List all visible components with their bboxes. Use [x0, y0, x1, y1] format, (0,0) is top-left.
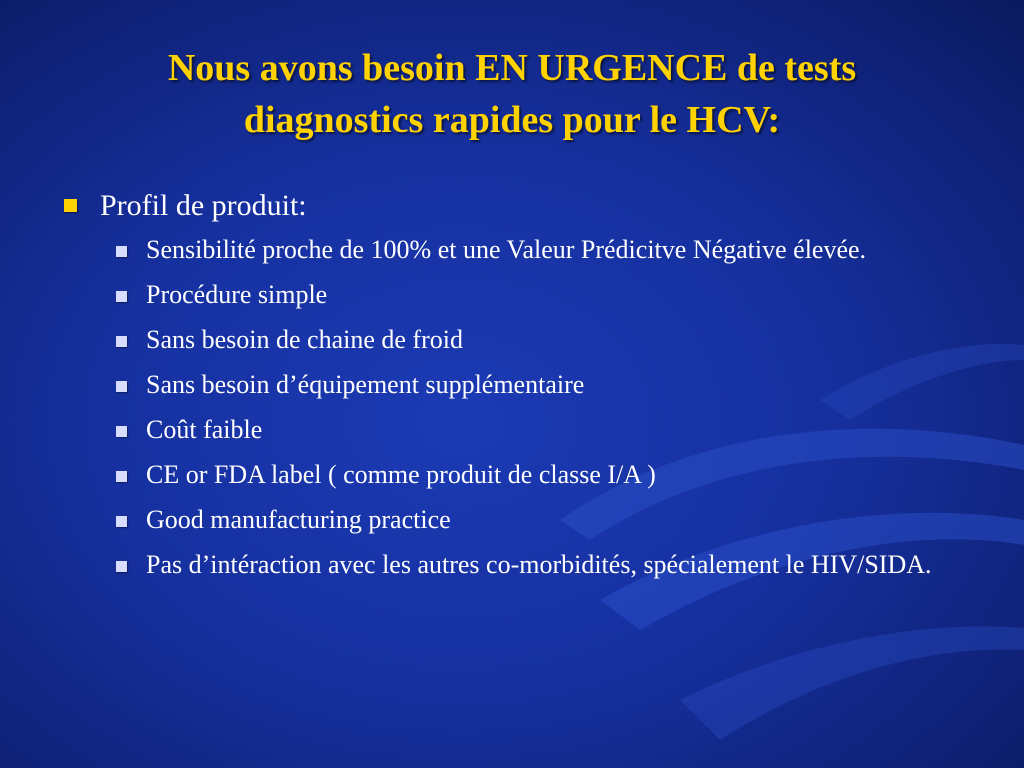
slide-title [40, 42, 984, 146]
square-bullet-icon [116, 381, 127, 392]
square-bullet-icon [116, 246, 127, 257]
sub-bullet-item [116, 367, 974, 403]
square-bullet-icon [64, 199, 77, 212]
sub-bullet-item [116, 412, 974, 448]
sub-bullet-text: CE or FDA label ( comme produit de classe I/A ) [146, 460, 656, 489]
sub-bullet-item [116, 277, 974, 313]
sub-bullet-text: Sensibilité proche de 100% et une Valeur Prédicitve Négative élevée. [146, 235, 867, 264]
sub-bullet-item [116, 502, 974, 538]
sub-bullet-list [64, 232, 974, 583]
bullet-level1-text: Profil de produit: [100, 189, 307, 222]
sub-bullet-item [116, 457, 974, 493]
sub-bullet-text: Sans besoin d’équipement supplémentaire [146, 370, 585, 399]
square-bullet-icon [116, 291, 127, 302]
square-bullet-icon [116, 471, 127, 482]
sub-bullet-item [116, 547, 974, 583]
bullet-level1-item [64, 186, 974, 226]
square-bullet-icon [116, 426, 127, 437]
sub-bullet-text: Procédure simple [146, 280, 328, 309]
square-bullet-icon [116, 516, 127, 527]
square-bullet-icon [116, 336, 127, 347]
sub-bullet-text: Sans besoin de chaine de froid [146, 325, 463, 354]
sub-bullet-text: Pas d’intéraction avec les autres co-morbidités, spécialement le HIV/SIDA. [146, 550, 932, 579]
slide-title-line-2: diagnostics rapides pour le HCV: [243, 99, 781, 141]
slide-content [64, 186, 974, 592]
sub-bullet-item [116, 322, 974, 358]
sub-bullet-item [116, 232, 974, 268]
sub-bullet-text: Coût faible [146, 415, 263, 444]
sub-bullet-text: Good manufacturing practice [146, 505, 451, 534]
square-bullet-icon [116, 561, 127, 572]
slide-title-line-1: Nous avons besoin EN URGENCE de tests [167, 47, 857, 89]
